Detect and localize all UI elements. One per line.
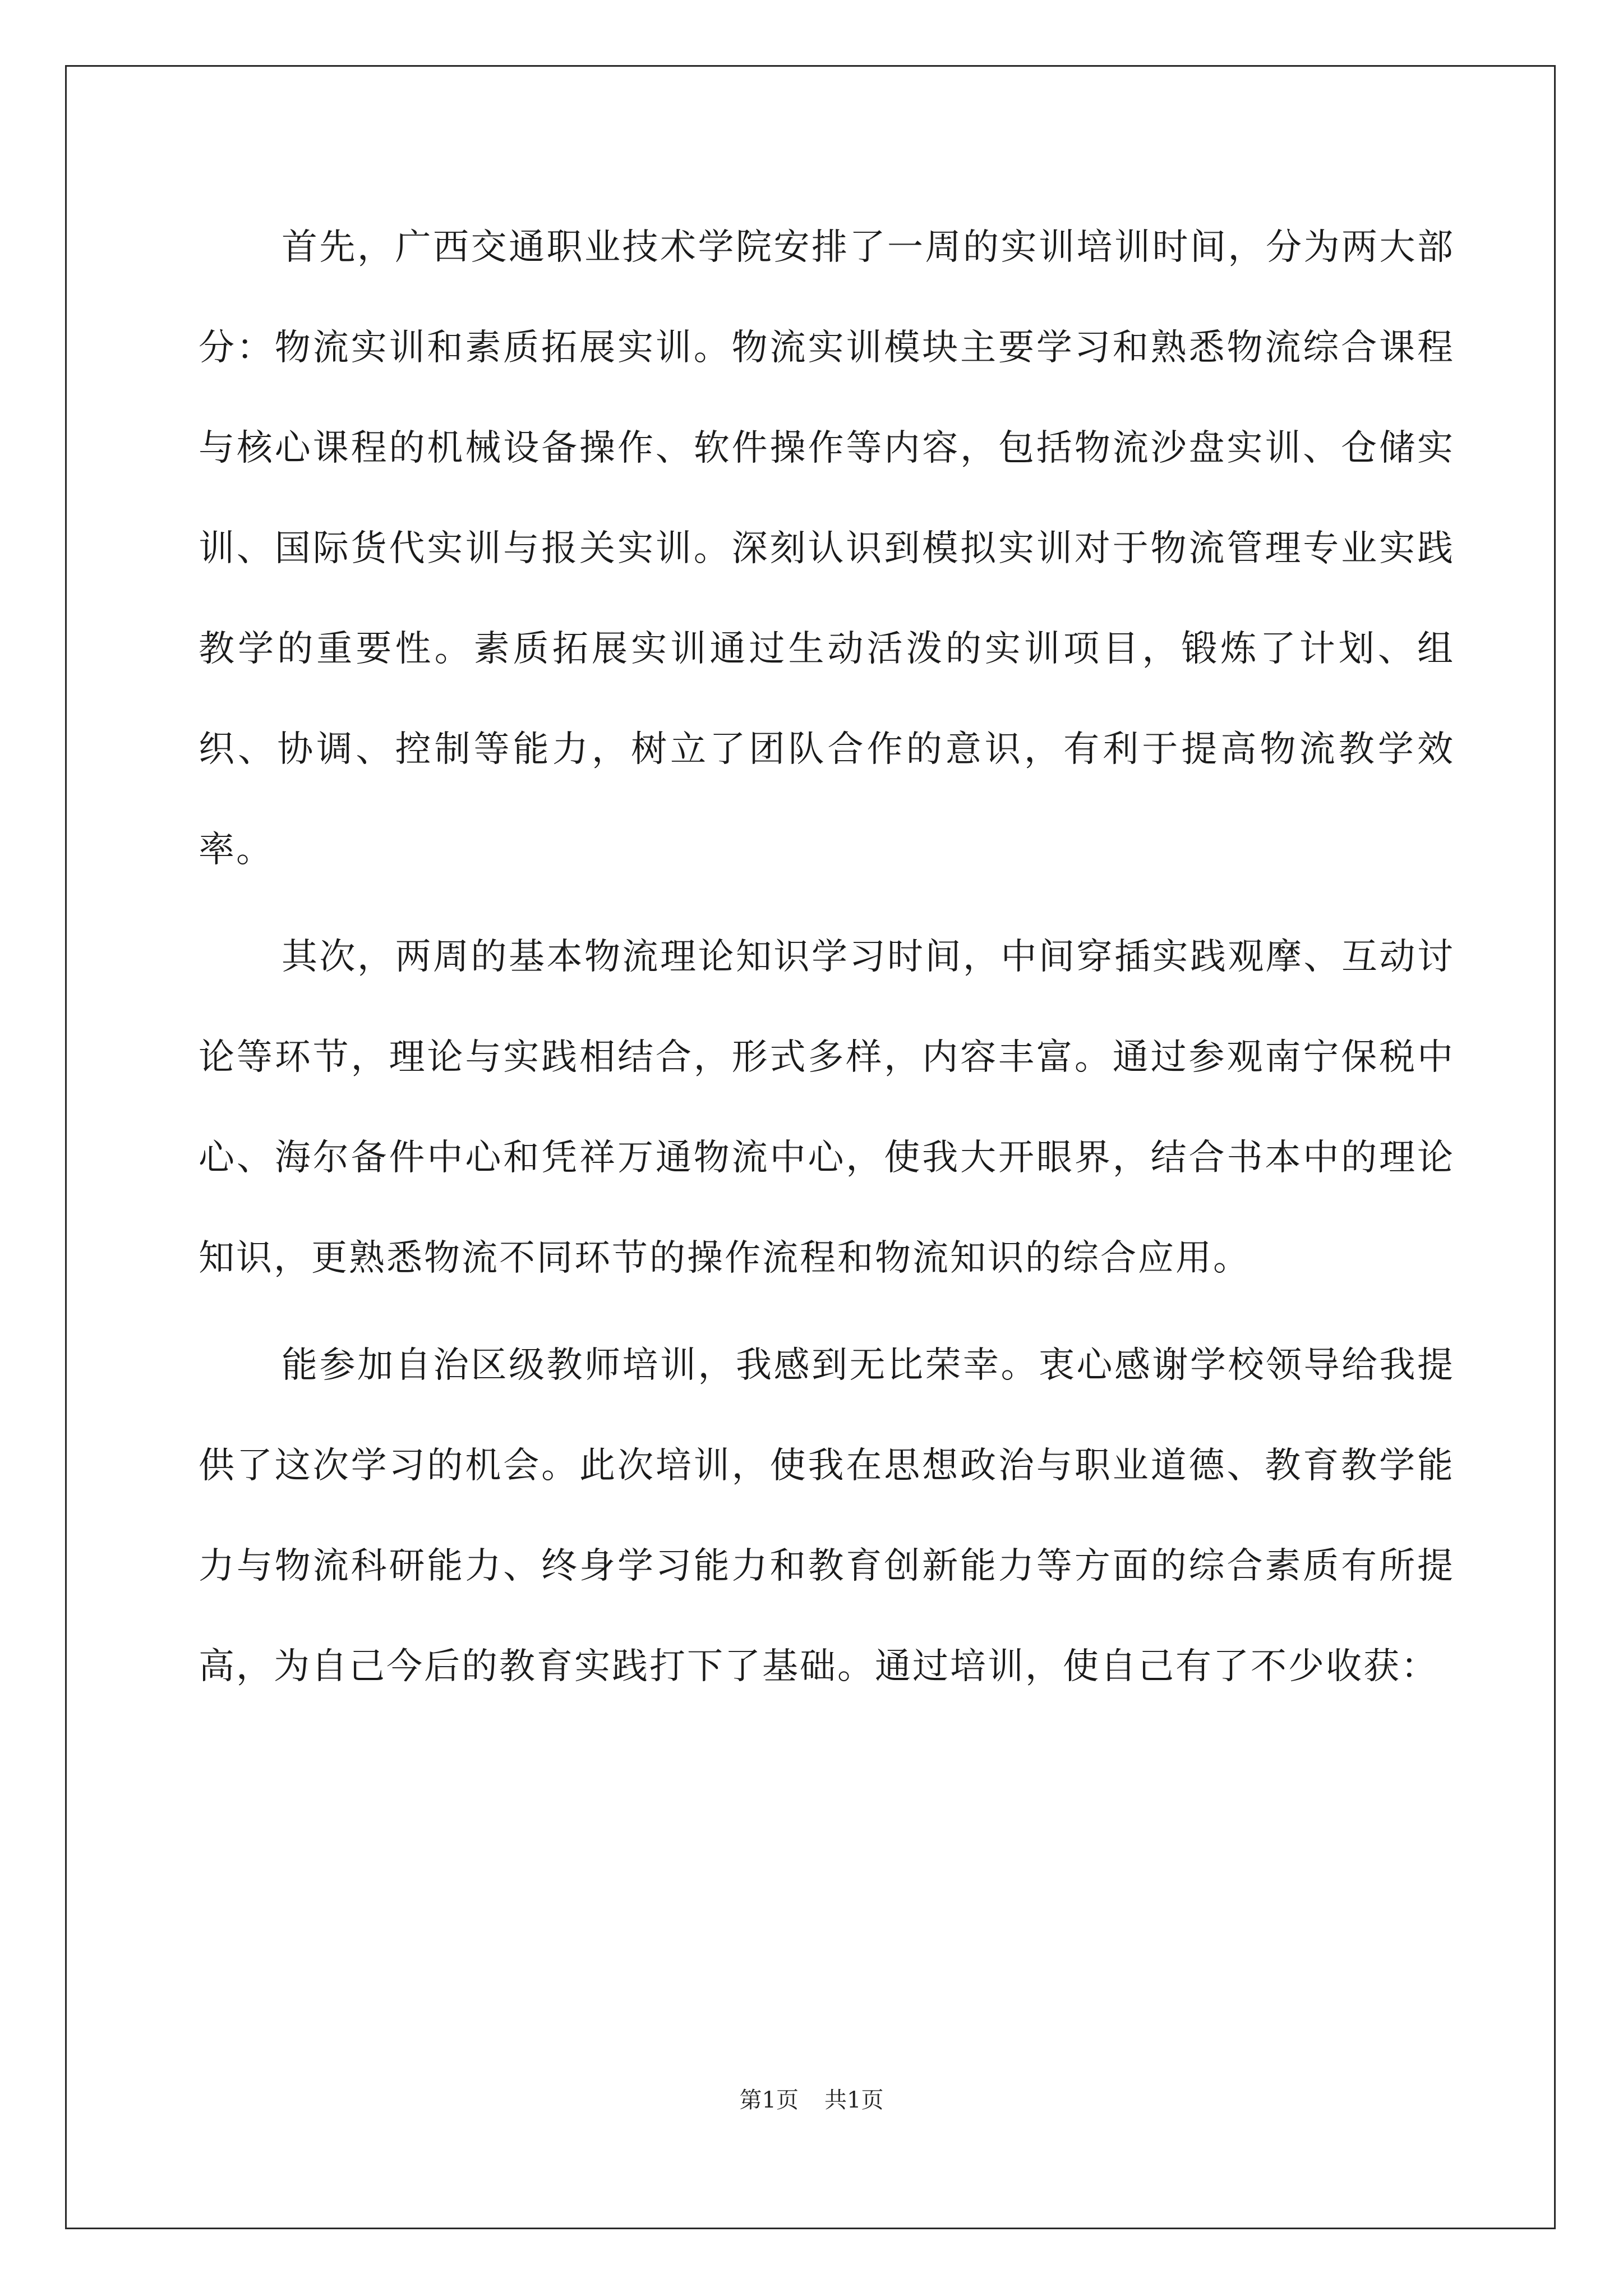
page-total: 共1页 <box>824 2087 884 2113</box>
page-number: 第1页 <box>739 2087 799 2113</box>
paragraph-3: 能参加自治区级教师培训，我感到无比荣幸。衷心感谢学校领导给我提供了这次学习的机会。此次培训，使我在思想政治与职业道德、教育教学能力与物流科研能力、终身学习能力和教育创新能力等方面的综合素质有所提高，为自己今后的教育实践打下了基础。通过培训，使自己有了不少收获： <box>199 1345 1455 1687</box>
page-footer <box>0 2083 1623 2117</box>
paragraph-2: 其次，两周的基本物流理论知识学习时间，中间穿插实践观摩、互动讨论等环节，理论与实践相结合，形式多样，内容丰富。通过参观南宁保税中心、海尔备件中心和凭祥万通物流中心，使我大开眼界，结合书本中的理论知识，更熟悉物流不同环节的操作流程和物流知识的综合应用。 <box>199 936 1455 1279</box>
paragraph-1: 首先，广西交通职业技术学院安排了一周的实训培训时间，分为两大部分：物流实训和素质拓展实训。物流实训模块主要学习和熟悉物流综合课程与核心课程的机械设备操作、软件操作等内容，包括物流沙盘实训、仓储实训、国际货代实训与报关实训。深刻认识到模拟实训对于物流管理专业实践教学的重要性。素质拓展实训通过生动活泼的实训项目，锻炼了计划、组织、协调、控制等能力，树立了团队合作的意识，有利于提高物流教学效率。 <box>199 227 1455 871</box>
document-body <box>199 197 1455 1717</box>
